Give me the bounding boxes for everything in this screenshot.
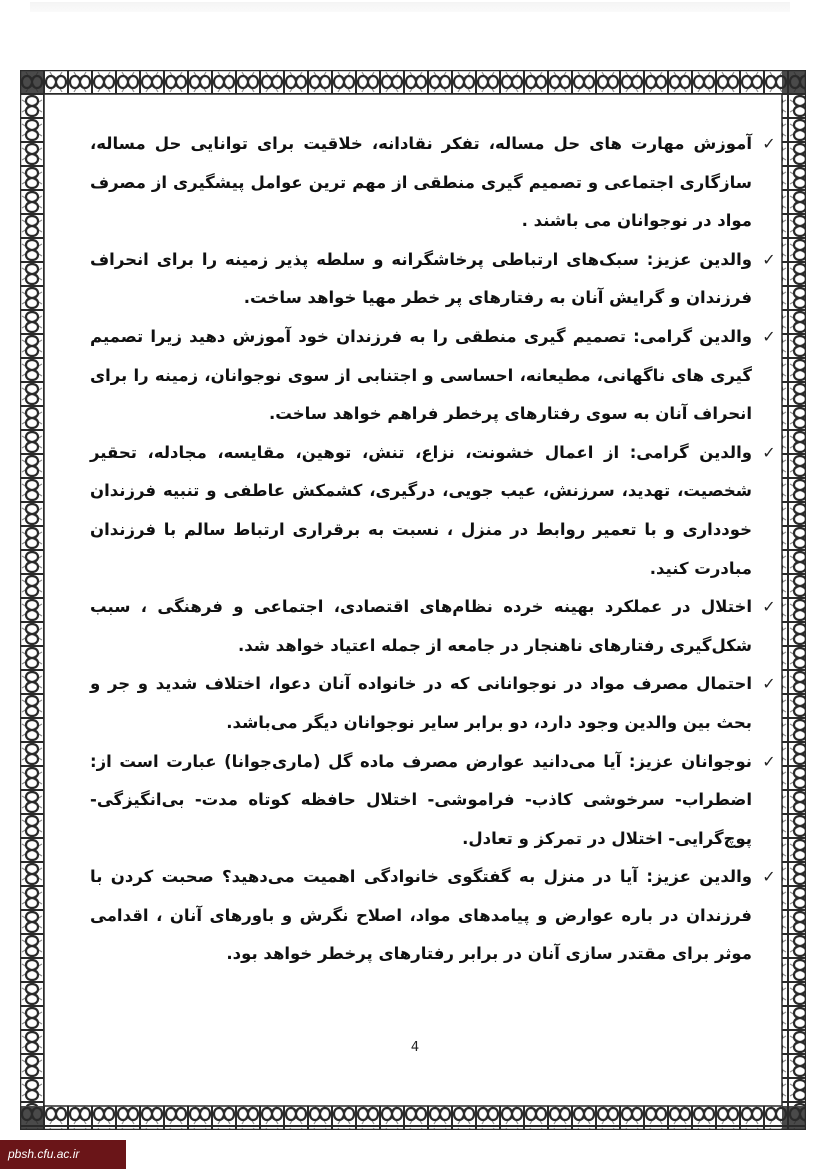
checkmark-icon: ✓ [762,134,776,153]
list-item-text: والدین گرامی: از اعمال خشونت، نزاع، تنش، توهین، مقایسه، مجادله، تحقیر شخصیت، تهدید، سرزنش، عیب جویی، درگیری، کشمکش عاطفی و تنبیه فرزندان خودداری و با تعمیر روابط در منزل ، نسبت به برقراری ارتباط سالم با فرزندان مبادرت کنید. [90,442,752,578]
list-item [90,588,780,665]
list-item-text: نوجوانان عزیز: آیا می‌دانید عوارض مصرف ماده گل (ماری‌جوانا) عبارت است از: اضطراب- سرخوشی کاذب- فراموشی- اختلال حافظه کوتاه مدت- بی‌انگیزگی- پوچ‌گرایی- اختلال در تمرکز و تعادل. [90,751,752,848]
checkmark-icon: ✓ [762,326,776,346]
list-item [90,434,780,588]
checkmark-icon: ✓ [762,597,776,617]
list-item-text: اختلال در عملکرد بهینه خرده نظام‌های اقتصادی، اجتماعی و فرهنگی ، سبب شکل‌گیری رفتارهای ناهنجار در جامعه از جمله اعتیاد خواهد شد. [90,597,752,655]
list-item [90,241,780,318]
list-item [90,743,780,859]
checkmark-icon: ✓ [762,442,776,462]
page-number: 4 [410,1040,420,1055]
checkmark-icon: ✓ [762,751,776,771]
footer-site-label[interactable]: pbsh.cfu.ac.ir [0,1140,126,1169]
list-item [90,665,780,742]
scan-artifact [30,2,790,12]
checkmark-icon: ✓ [762,674,776,694]
list-item [90,858,780,974]
bullet-list [90,125,780,974]
list-item-text: والدین عزیز: آیا در منزل به گفتگوی خانوادگی اهمیت می‌دهید؟ صحبت کردن با فرزندان در باره عوارض و پیامدهای مواد، اصلاح نگرش و باورهای آنان ، اقدامی موثر برای مقتدر سازی آنان در برابر رفتارهای پرخطر خواهد بود. [90,867,752,964]
list-item-text: احتمال مصرف مواد در نوجوانانی که در خانواده آنان دعوا، اختلاف شدید و جر و بحث بین والدین وجود دارد، دو برابر سایر نوجوانان دیگر می‌باشد. [90,674,752,732]
list-item-text: والدین عزیز: سبک‌های ارتباطی پرخاشگرانه و سلطه پذیر زمینه را برای انحراف فرزندان و گرایش آنان به رفتارهای پر خطر مهیا خواهد ساخت. [90,249,752,308]
checkmark-icon: ✓ [762,249,776,269]
list-item [90,318,780,434]
checkmark-icon: ✓ [762,867,776,887]
list-item-text: آموزش مهارت های حل مساله، تفکر نقادانه، خلاقیت برای توانایی حل مساله، سازگاری اجتماعی و تصمیم گیری منطقی از مهم ترین عوامل پیشگیری از مصرف مواد در نوجوانان می باشند . [90,134,752,231]
list-item [90,125,780,241]
list-item-text: والدین گرامی: تصمیم گیری منطقی را به فرزندان خود آموزش دهید زیرا تصمیم گیری های ناگهانی، مطیعانه، احساسی و اجتنابی از سوی نوجوانان، زمینه را برای انحراف آنان به سوی رفتارهای پرخطر فراهم خواهد ساخت. [90,326,752,424]
